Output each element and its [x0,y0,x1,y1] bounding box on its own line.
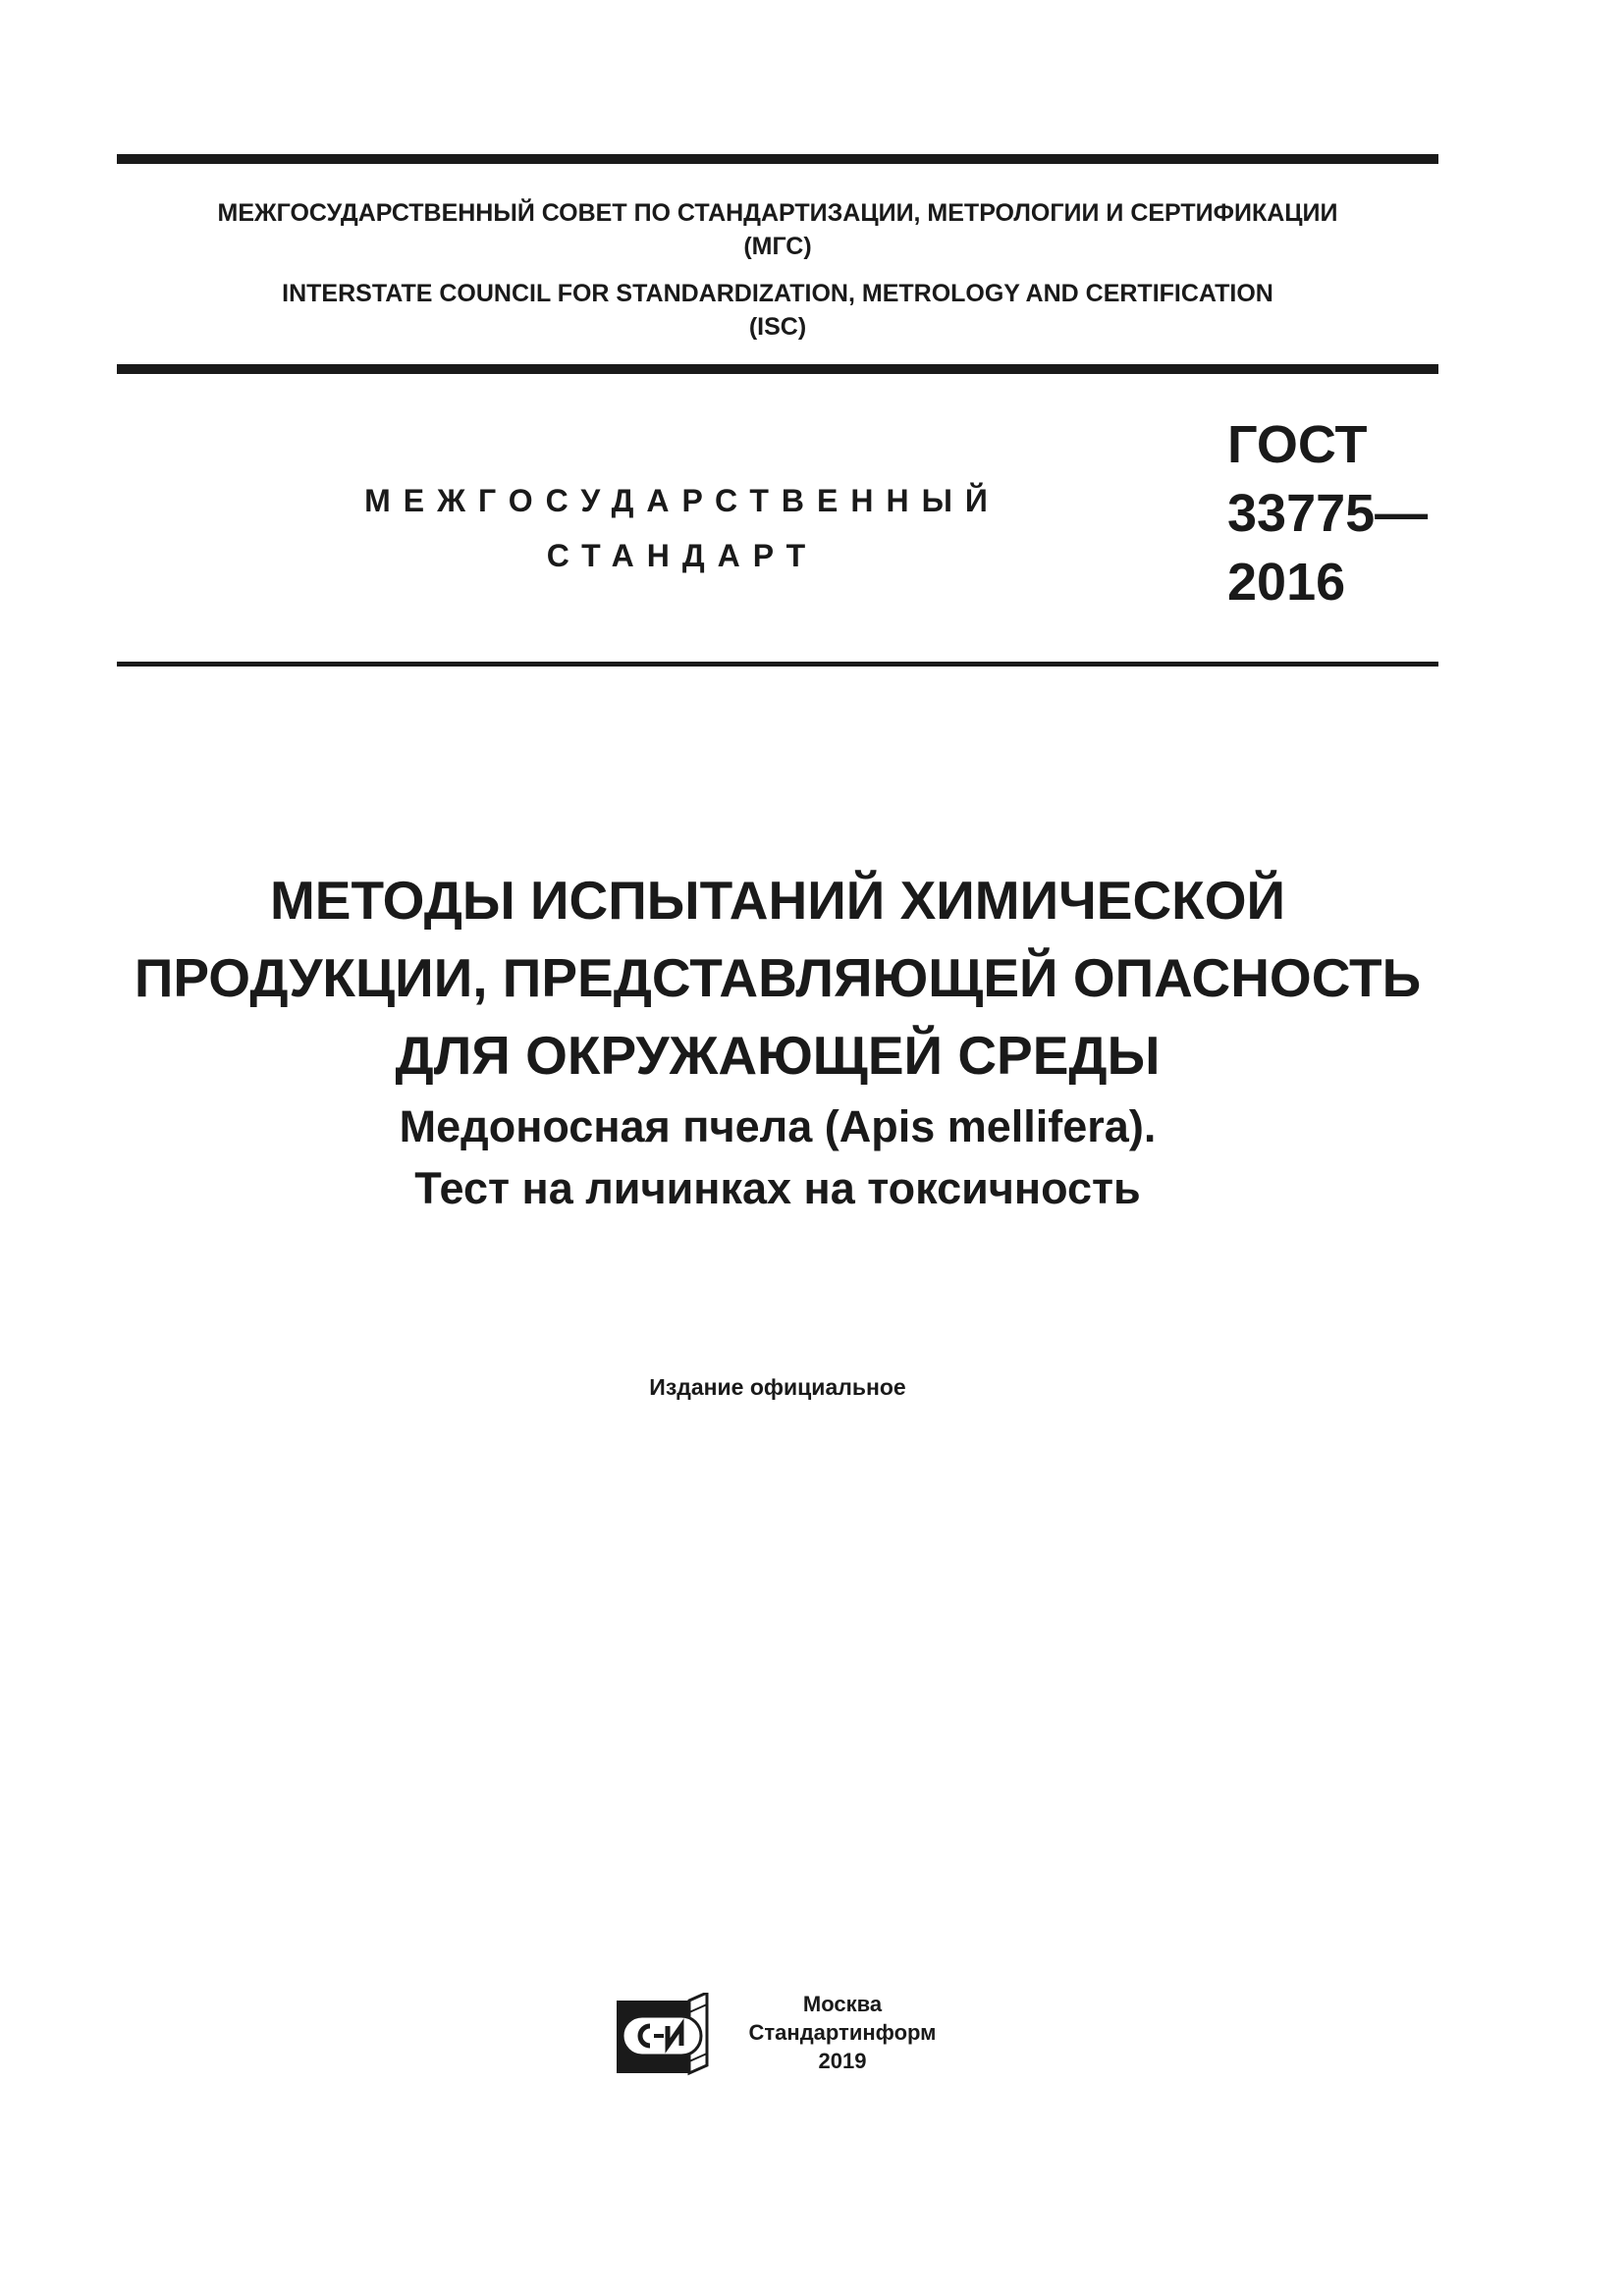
council-name-en-line: INTERSTATE COUNCIL FOR STANDARDIZATION, METROLOGY AND CERTIFICATION [282,280,1273,307]
gost-year: 2016 [1227,553,1346,612]
publisher-city: Москва [802,1992,883,2016]
gost-designation [1227,410,1428,616]
gost-number: 33775— [1227,484,1429,543]
gost-label: ГОСТ [1227,415,1368,474]
council-name-en [117,277,1438,344]
edition-label: Издание официальное [649,1374,906,1400]
standartinform-logo-icon [615,1993,709,2079]
top-divider [117,154,1438,164]
council-name-ru-line: МЕЖГОСУДАРСТВЕННЫЙ СОВЕТ ПО СТАНДАРТИЗАЦИИ, МЕТРОЛОГИИ И СЕРТИФИКАЦИИ [217,199,1338,227]
document-title [117,862,1438,1095]
standard-kind-line1: МЕЖГОСУДАРСТВЕННЫЙ [364,483,1001,518]
publication-year: 2019 [818,2049,867,2073]
publisher-name: Стандартинформ [748,2020,937,2045]
document-subtitle [117,1095,1438,1219]
standard-kind [295,473,1070,583]
title-line: ПРОДУКЦИИ, ПРЕДСТАВЛЯЮЩЕЙ ОПАСНОСТЬ [134,947,1422,1008]
council-name-ru [117,196,1438,263]
title-line: ДЛЯ ОКРУЖАЮЩЕЙ СРЕДЫ [395,1025,1161,1086]
council-abbr-ru: (МГС) [743,233,812,260]
council-abbr-en: (ISC) [748,313,807,341]
title-line: МЕТОДЫ ИСПЫТАНИЙ ХИМИЧЕСКОЙ [269,870,1286,931]
bottom-divider [117,662,1438,667]
standard-kind-line2: СТАНДАРТ [546,538,819,573]
publisher-info [725,1990,960,2075]
subtitle-line: Медоносная пчела (Apis mellifera). [399,1101,1157,1151]
subtitle-line: Тест на личинках на токсичность [414,1163,1141,1213]
middle-divider [117,364,1438,374]
